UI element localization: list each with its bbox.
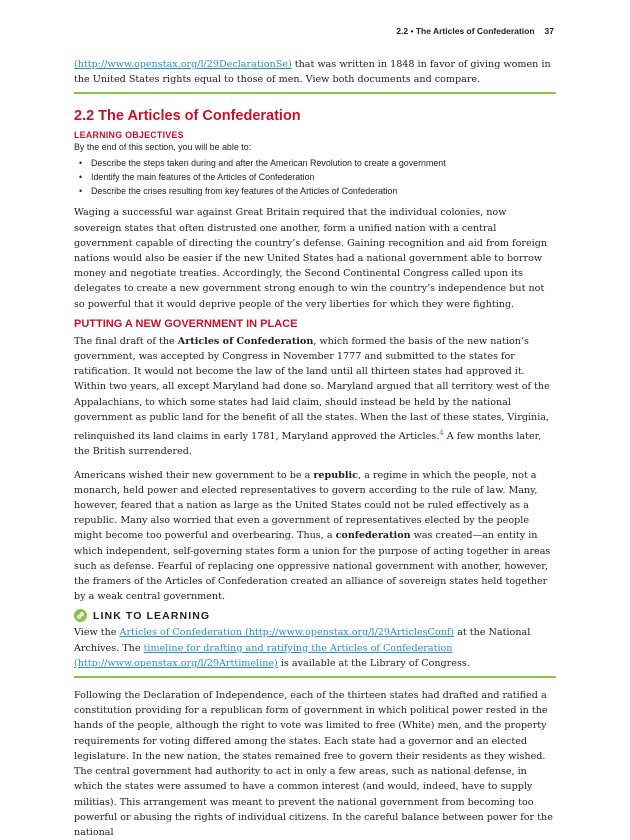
paragraph-final-draft: The final draft of the Articles of Confederation, which formed the basis of the new nation’s government, was accepted by Congress in November 1777 and submitted to the states for ratification. It would not become the law of the land until all thirteen states had approved it. Within two years, all except Maryland had done so. Maryland argued that all territory west of the Appalachians, to which some states had laid claim, should instead be held by the national government as public land for the benefit of all the states. When the last of these states, Virginia, relinquished its land claims in early 1781, Maryland approved the Articles.$^4$ A few months later, the British surrendered. [74, 335, 550, 458]
paragraph-following-declaration: Following the Declaration of Independence, each of the thirteen states had drafted and ratified a constitution providing for a republican form of government in which political power rested in the hands of the people, although the right to vote was limited to free (White) men, and the property requirements for voting differed among the states. Each state had a governor and an elected legislature. In the new nation, the states remained free to govern their residents as they wished. The central government had authority to act in only a few areas, such as national defense, in which the states were assumed to have a common interest (and would, indeed, have to supply militias). This arrangement was meant to prevent the national government from becoming too powerful or abusing the rights of individual citizens. In the careful balance between power for the national [74, 690, 553, 838]
objective-item: • Describe the crises resulting from key features of the Articles of Confederation [79, 186, 398, 197]
learning-objectives-list [74, 156, 556, 198]
learning-objectives-label: LEARNING OBJECTIVES [74, 130, 184, 141]
running-head [74, 26, 554, 36]
section-title: 2.2 The Articles of Confederation [74, 108, 301, 125]
ratification-timeline-link[interactable]: timeline for drafting and ratifying the Articles of Confederation (http://www.openstax.org/l/29Arttimeline) [74, 642, 453, 669]
link-to-learning-divider [74, 676, 556, 678]
paragraph-republic: Americans wished their new government to be a republic, a regime in which the people, not a monarch, held power and elected representatives to govern according to the rule of law. Many, however, feared that a nation as large as the United States could not be ruled effectively as a republic. Many also worried that even a government of representatives elected by the people might become too powerful and overbearing. Thus, a confederation was created—an entity in which independent, self-governing states form a union for the purpose of acting together in areas such as defense. Fearful of replacing one oppressive national government with another, however, the framers of the Articles of Confederation created an alliance of sovereign states held together by a weak central government. [74, 469, 551, 603]
declaration-sentiments-link[interactable]: (http://www.openstax.org/l/29DeclarationSe) [74, 59, 292, 70]
subsection-title: PUTTING A NEW GOVERNMENT IN PLACE [74, 317, 298, 330]
page-number: 37 [544, 26, 554, 36]
term-confederation: confederation [335, 530, 411, 542]
footnote-link[interactable]: 4 [439, 429, 444, 438]
link-icon [74, 609, 87, 622]
paragraph-waging-war: Waging a successful war against Great Britain required that the individual colonies, now sovereign states that often distrusted one another, form a unified nation with a central government capable of directing the country’s defense. Gaining recognition and aid from foreign nations would also be easier if the new United States had a national government able to borrow money and negotiate treaties. Accordingly, the Second Continental Congress called upon its delegates to create a new government strong enough to win the country’s independence but not so powerful that it would deprive people of the very liberties for which they were fighting. [74, 207, 548, 310]
intro-paragraph: (http://www.openstax.org/l/29DeclarationSe) that was written in 1848 in favor of giving women in the United States rights equal to those of men. View both documents and compare. [74, 59, 551, 86]
page-content [74, 57, 556, 840]
link-to-learning-title: LINK TO LEARNING [93, 609, 211, 622]
link-to-learning-header [74, 609, 556, 622]
running-title: 2.2 • The Articles of Confederation [396, 26, 535, 36]
term-articles-of-confederation: Articles of Confederation [177, 335, 314, 347]
learning-objectives-intro: By the end of this section, you will be able to: [74, 142, 252, 153]
term-republic: republic [313, 469, 359, 481]
link-to-learning-text: View the Articles of Confederation (http://www.openstax.org/l/29ArticlesConf) at the National Archives. The timeline for drafting and ratifying the Articles of Confederation (http://www.openstax.org/l/29Arttimeline) is available at the Library of Congress. [74, 627, 531, 669]
objective-item: • Describe the steps taken during and after the American Revolution to create a government [79, 158, 446, 169]
articles-confederation-link[interactable]: Articles of Confederation (http://www.openstax.org/l/29ArticlesConf) [119, 627, 455, 639]
section-divider [74, 92, 556, 94]
objective-item: • Identify the main features of the Articles of Confederation [79, 172, 315, 183]
